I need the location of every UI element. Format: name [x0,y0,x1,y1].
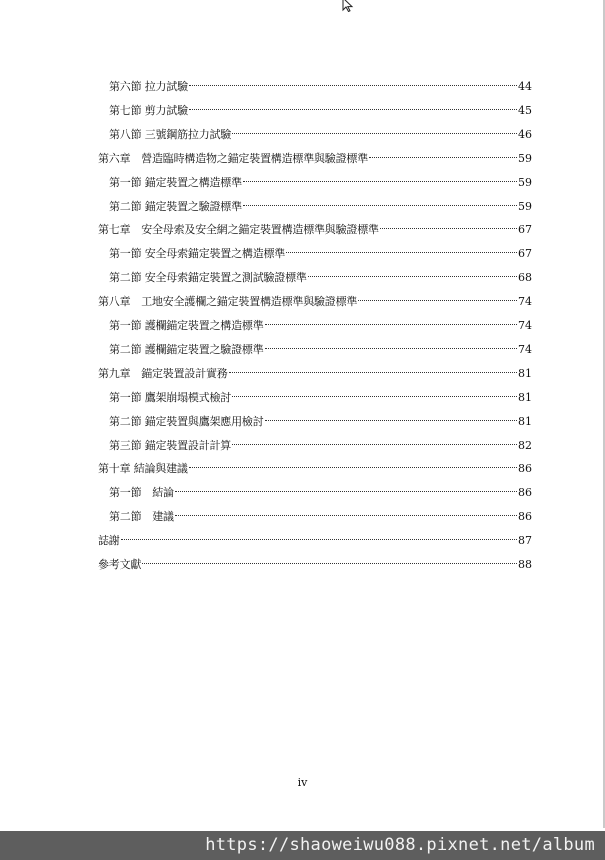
toc-entry-page: 45 [518,103,532,117]
toc-dot-leader [286,252,517,253]
toc-dot-leader [358,300,517,301]
toc-chapter-entry [98,220,532,240]
toc-entry-page: 82 [518,438,532,452]
toc-entry-page: 67 [518,223,532,237]
toc-dot-leader [121,539,517,540]
watermark-bar [0,831,605,860]
toc-entry-title: 第二節 錨定裝置與鷹架應用檢討 [109,414,264,428]
toc-chapter-entry [98,531,532,551]
toc-dot-leader [308,276,517,277]
toc-entry-title: 第八章 工地安全護欄之錨定裝置構造標準與驗證標準 [98,295,358,309]
toc-entry-title: 第八節 三號鋼筋拉力試驗 [109,127,232,141]
toc-dot-leader [189,85,517,86]
mouse-pointer-icon [341,0,357,12]
toc-entry-title: 第一節 安全母索錨定裝置之構造標準 [109,247,286,261]
toc-dot-leader [229,372,517,373]
toc-dot-leader [189,109,517,110]
toc-section-entry [109,483,532,503]
toc-section-entry [109,412,532,432]
toc-entry-title: 第十章 結論與建議 [98,462,188,476]
toc-section-entry [109,101,532,121]
toc-chapter-entry [98,459,532,479]
toc-entry-title: 第六節 拉力試驗 [109,80,188,93]
toc-entry-title: 第七章 安全母索及安全網之錨定裝置構造標準與驗證標準 [98,223,379,237]
toc-entry-page: 44 [518,80,532,93]
toc-chapter-entry [98,555,532,575]
toc-dot-leader [265,348,518,349]
toc-section-entry [109,173,532,193]
toc-section-entry [109,340,532,360]
toc-entry-title: 第二節 安全母索錨定裝置之測試驗證標準 [109,271,307,285]
toc-dot-leader [232,133,517,134]
toc-entry-page: 88 [518,558,532,571]
toc-entry-page: 81 [518,366,532,380]
toc-entry-title: 第九章 錨定裝置設計實務 [98,366,228,380]
toc-entry-title: 參考文獻 [98,558,142,571]
toc-chapter-entry [98,292,532,312]
toc-entry-title: 第一節 結論 [109,486,174,500]
toc-entry-title: 第二節 護欄錨定裝置之驗證標準 [109,342,264,356]
toc-entry-page: 86 [518,462,532,476]
toc-entry-page: 67 [518,247,532,261]
toc-entry-title: 第一節 護欄錨定裝置之構造標準 [109,319,264,332]
toc-dot-leader [243,181,517,182]
toc-entry-page: 68 [518,271,532,285]
toc-dot-leader [232,444,517,445]
toc-entry-page: 59 [518,199,532,213]
toc-section-entry [109,436,532,456]
toc-dot-leader [369,157,517,158]
toc-entry-page: 86 [518,486,532,500]
toc-section-entry [109,197,532,217]
toc-dot-leader [232,396,517,397]
toc-chapter-entry [98,149,532,169]
toc-dot-leader [175,491,517,492]
toc-entry-title: 第一節 錨定裝置之構造標準 [109,175,242,189]
toc-entry-page: 59 [518,175,532,189]
toc-section-entry [109,77,532,97]
toc-entry-page: 74 [518,342,532,356]
toc-entry-title: 第三節 錨定裝置設計計算 [109,438,232,452]
toc-section-entry [109,268,532,288]
toc-dot-leader [243,205,517,206]
toc-entry-page: 46 [518,127,532,141]
toc-entry-page: 74 [518,319,532,332]
toc-dot-leader [380,228,517,229]
toc-entry-title: 第二節 錨定裝置之驗證標準 [109,199,242,213]
toc-dot-leader [189,467,517,468]
toc-section-entry [109,125,532,145]
toc-entry-page: 81 [518,414,532,428]
toc-entry-page: 59 [518,151,532,165]
toc-dot-leader [175,515,517,516]
toc-entry-page: 87 [518,534,532,548]
toc-entry-page: 86 [518,510,532,524]
toc-entry-page: 81 [518,390,532,404]
page-number: iv [297,776,308,789]
toc-entry-title: 第六章 營造臨時構造物之錨定裝置構造標準與驗證標準 [98,151,368,165]
toc-entry-title: 第一節 鷹架崩塌模式檢討 [109,390,232,404]
toc-dot-leader [265,420,518,421]
toc-section-entry [109,316,532,336]
toc-chapter-entry [98,364,532,384]
toc-entry-title: 第二節 建議 [109,510,174,524]
toc-entry-title: 誌謝 [98,534,120,548]
toc-section-entry [109,388,532,408]
toc-section-entry [109,507,532,527]
toc-section-entry [109,244,532,264]
watermark-url: https://shaoweiwu088.pixnet.net/album [205,835,595,855]
toc-entry-page: 74 [518,295,532,309]
toc-dot-leader [265,324,518,325]
toc-entry-title: 第七節 剪力試驗 [109,103,188,117]
toc-dot-leader [142,563,517,564]
